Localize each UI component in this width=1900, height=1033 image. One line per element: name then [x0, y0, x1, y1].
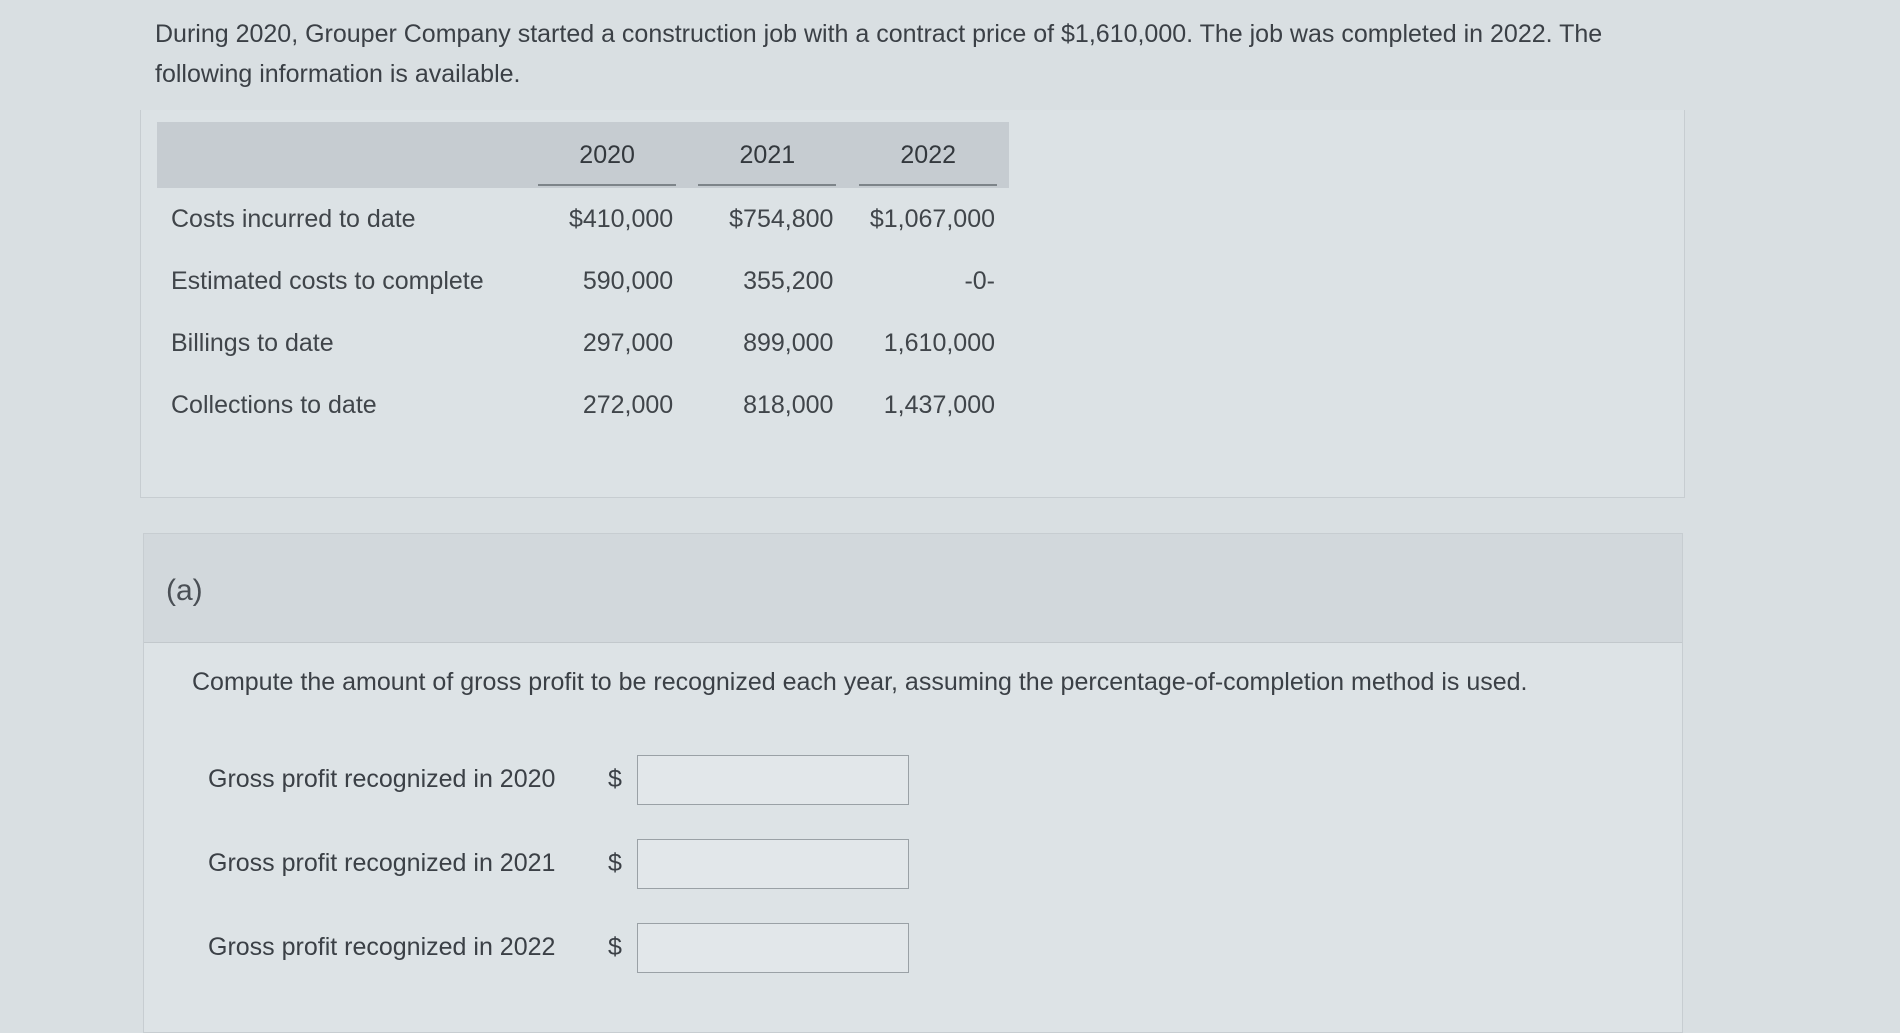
cell-value: 1,437,000	[883, 390, 995, 419]
table-header-blank	[157, 122, 527, 188]
cell-value: $410,000	[568, 204, 674, 233]
part-label: (a)	[166, 574, 203, 607]
row-label: Collections to date	[171, 390, 377, 419]
currency-symbol: $	[608, 933, 622, 961]
data-table	[157, 122, 1009, 436]
cell-value: -0-	[964, 266, 995, 295]
table-header-row	[157, 122, 1009, 188]
cell-value: 899,000	[743, 328, 834, 357]
cell-value: $754,800	[729, 204, 834, 233]
currency-symbol: $	[608, 849, 622, 877]
part-a-header	[144, 534, 1682, 643]
cell-value: 590,000	[582, 266, 674, 295]
gross-profit-2020-input[interactable]	[637, 755, 909, 805]
table-row	[157, 188, 1009, 250]
gross-profit-2022-input[interactable]	[637, 923, 909, 973]
gross-profit-2021-input[interactable]	[637, 839, 909, 889]
cell-value: 355,200	[743, 266, 834, 295]
table-row	[157, 250, 1009, 312]
table-header-year: 2020	[527, 122, 687, 188]
answer-label: Gross profit recognized in 2020	[208, 765, 556, 793]
row-label: Billings to date	[171, 328, 334, 357]
table-header-year: 2022	[847, 122, 1009, 188]
problem-statement: During 2020, Grouper Company started a construction job with a contract price of $1,610,000. The job was completed in 2022. The following information is available.	[155, 20, 1603, 88]
table-row	[157, 374, 1009, 436]
cell-value: 272,000	[582, 390, 674, 419]
answer-label: Gross profit recognized in 2021	[208, 849, 556, 877]
table-header-year: 2021	[687, 122, 847, 188]
cell-value: $1,067,000	[869, 204, 995, 233]
cell-value: 1,610,000	[883, 328, 995, 357]
currency-symbol: $	[608, 765, 622, 793]
row-label: Estimated costs to complete	[171, 266, 484, 295]
row-label: Costs incurred to date	[171, 204, 416, 233]
table-row	[157, 312, 1009, 374]
question-text: Compute the amount of gross profit to be recognized each year, assuming the percentage-of-completion method is used.	[192, 668, 1528, 696]
cell-value: 818,000	[743, 390, 834, 419]
cell-value: 297,000	[582, 328, 674, 357]
answer-label: Gross profit recognized in 2022	[208, 933, 556, 961]
